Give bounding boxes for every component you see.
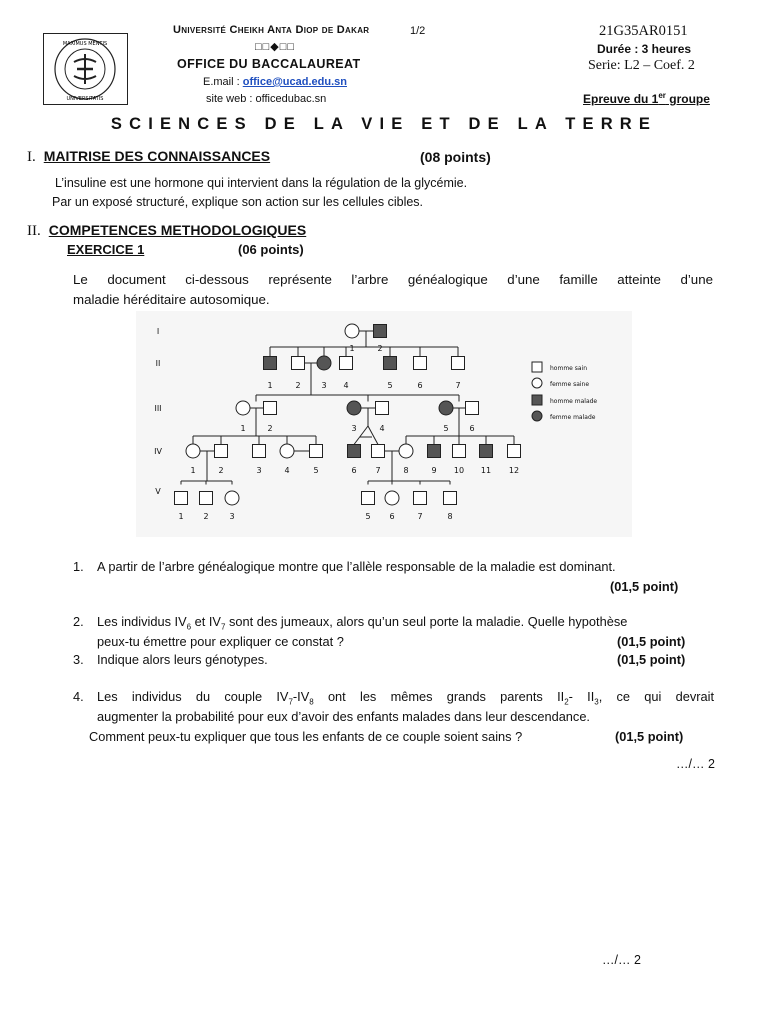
q2-part-a: Les individus IV (97, 614, 187, 629)
gen4-individual-3 (253, 445, 266, 458)
gen4-label-5: 5 (313, 466, 319, 475)
gen5-label-2: 2 (203, 512, 209, 521)
q4-sub-1: 7 (288, 697, 293, 707)
gen5-individual-2 (200, 492, 213, 505)
gen5-individual-6 (414, 492, 427, 505)
page-title: SCIENCES DE LA VIE ET DE LA TERRE (110, 115, 658, 133)
gen4-label-9: 9 (431, 466, 437, 475)
email-link[interactable]: office@ucad.edu.sn (242, 76, 347, 88)
section-2-heading (27, 222, 306, 240)
pedigree-svg (136, 311, 632, 537)
gen3-individual-6 (466, 402, 479, 415)
gen4-individual-5 (310, 445, 323, 458)
question-4-line-3: Comment peux-tu expliquer que tous les enfants de ce couple soient sains ? (89, 729, 523, 744)
section-1-heading (27, 148, 270, 166)
question-4-points: (01,5 point) (615, 729, 684, 744)
gen1-label-1: 1 (349, 344, 355, 353)
q2-sub-1: 6 (186, 622, 192, 632)
q4-sub-2: 8 (309, 697, 314, 707)
gen4-label-1: 1 (190, 466, 196, 475)
gen4-individual-4 (280, 444, 294, 458)
section-1-line-2: Par un exposé structuré, explique son action sur les cellules cibles. (52, 195, 424, 209)
gen5-label-4: 5 (365, 512, 371, 521)
gen2-individual-3 (317, 356, 331, 370)
gen2-individual-6 (414, 357, 427, 370)
q4-part-c: ont les mêmes grands parents II (313, 689, 565, 704)
q4-sub-4: 3 (594, 697, 599, 707)
generation-label-II: II (155, 359, 161, 368)
gen2-label-1: 1 (267, 381, 273, 390)
gen4-label-2: 2 (218, 466, 224, 475)
q4-part-e: , ce qui devrait (598, 689, 715, 704)
gen4-label-3: 3 (256, 466, 262, 475)
gen2-individual-2 (292, 357, 305, 370)
legend-label-3: homme malade (550, 398, 598, 405)
gen3-label-4: 4 (379, 424, 385, 433)
q4-part-d: - II (568, 689, 595, 704)
q2-part-c: sont des jumeaux, alors qu’un seul porte la maladie. Quelle hypothèse (225, 614, 628, 629)
question-1-points: (01,5 point) (610, 579, 679, 594)
gen3-individual-3 (347, 401, 361, 415)
exercise-intro-line-1: Le document ci-dessous représente l’arbre généalogique d’une famille atteinte d’une (73, 272, 713, 287)
question-2-line-2: peux-tu émettre pour expliquer ce constat ? (97, 634, 344, 649)
gen1-label-2: 2 (377, 344, 383, 353)
q4-part-b: -IV (292, 689, 310, 704)
q4-part-a: Les individus du couple IV (97, 689, 289, 704)
legend-label-4: femme malade (550, 414, 596, 421)
gen1-individual-1 (345, 324, 359, 338)
gen4-individual-11 (480, 445, 493, 458)
gen5-individual-7 (444, 492, 457, 505)
question-1-text: A partir de l’arbre généalogique montre que l’allèle responsable de la maladie est dominant. (97, 559, 616, 574)
question-1-number: 1. (73, 559, 84, 574)
office-name: OFFICE DU BACCALAUREAT (177, 57, 361, 71)
svg-text:UNIVERSITATIS: UNIVERSITATIS (66, 96, 104, 102)
gen4-individual-10 (453, 445, 466, 458)
section-1-title: MAITRISE DES CONNAISSANCES (43, 148, 271, 164)
question-4-line-2: augmenter la probabilité pour eux d’avoir des enfants malades dans leur descendance. (97, 709, 590, 724)
gen3-individual-5 (439, 401, 453, 415)
gen4-individual-12 (508, 445, 521, 458)
gen4-individual-1 (186, 444, 200, 458)
gen2-label-2: 2 (295, 381, 301, 390)
gen5-individual-4 (362, 492, 375, 505)
legend-symbol-2 (532, 378, 542, 388)
section-2-number: II. (27, 223, 41, 239)
exam-group (583, 91, 710, 106)
legend-symbol-4 (532, 411, 542, 421)
gen3-label-1: 1 (240, 424, 246, 433)
exercise-1-label (67, 242, 144, 257)
legend-symbol-1 (532, 362, 542, 372)
gen2-label-7: 7 (455, 381, 461, 390)
gen3-label-2: 2 (267, 424, 273, 433)
gen3-individual-4 (376, 402, 389, 415)
exercise-1-title: EXERCICE 1 (67, 242, 145, 257)
section-1-number: I. (27, 149, 36, 165)
gen5-individual-3 (225, 491, 239, 505)
gen2-label-4: 4 (343, 381, 349, 390)
exercise-intro-line-2: maladie héréditaire autosomique. (73, 292, 270, 307)
gen4-individual-6 (348, 445, 361, 458)
question-3-number: 3. (73, 652, 84, 667)
generation-label-III: III (154, 404, 162, 413)
section-2-title: COMPETENCES METHODOLOGIQUES (48, 222, 307, 238)
legend-label-1: homme sain (550, 365, 588, 372)
pedigree-chart (136, 311, 632, 537)
section-1-points: (08 points) (420, 149, 491, 165)
svg-text:MAXIMUS MENTIS: MAXIMUS MENTIS (62, 41, 108, 47)
section-1-line-1: L’insuline est une hormone qui intervient dans la régulation de la glycémie. (55, 176, 468, 190)
header-ornament: □□◆□□ (255, 41, 296, 53)
legend-symbol-3 (532, 395, 542, 405)
gen3-label-3: 3 (351, 424, 357, 433)
website-line: site web : officedubac.sn (206, 93, 327, 105)
generation-label-V: V (155, 487, 161, 496)
exam-duration: Durée : 3 heures (597, 42, 692, 56)
gen4-individual-9 (428, 445, 441, 458)
page-footer-continuation: …/… 2 (602, 953, 641, 967)
ucad-seal-logo (43, 33, 128, 105)
gen3-label-5: 5 (443, 424, 449, 433)
gen4-label-12: 12 (508, 466, 520, 475)
question-2-points: (01,5 point) (617, 634, 686, 649)
gen4-label-10: 10 (453, 466, 465, 475)
legend-label-2: femme saine (550, 381, 590, 388)
gen4-label-6: 6 (351, 466, 357, 475)
gen2-individual-4 (340, 357, 353, 370)
gen3-individual-2 (264, 402, 277, 415)
email-line (203, 76, 347, 88)
gen2-label-3: 3 (321, 381, 327, 390)
gen4-label-7: 7 (375, 466, 381, 475)
question-3-points: (01,5 point) (617, 652, 686, 667)
gen3-individual-1 (236, 401, 250, 415)
exercise-1-points: (06 points) (238, 242, 304, 257)
q2-sub-2: 7 (220, 622, 226, 632)
q2-part-b: et IV (191, 614, 221, 629)
gen5-label-7: 8 (447, 512, 453, 521)
gen2-label-5: 5 (387, 381, 393, 390)
question-2-line-1 (97, 614, 627, 632)
generation-label-IV: IV (154, 447, 162, 456)
gen2-label-6: 6 (417, 381, 423, 390)
gen5-label-3: 3 (229, 512, 235, 521)
question-2-number: 2. (73, 614, 84, 629)
university-name: Université Cheikh Anta Diop de Dakar (173, 24, 370, 36)
gen4-individual-8 (399, 444, 413, 458)
gen5-label-1: 1 (178, 512, 184, 521)
exam-code: 21G35AR0151 (599, 23, 688, 39)
gen5-label-5: 6 (389, 512, 395, 521)
gen4-individual-2 (215, 445, 228, 458)
exam-group-suffix: groupe (665, 92, 710, 106)
exam-group-prefix: Epreuve du 1 (583, 92, 659, 106)
gen2-individual-1 (264, 357, 277, 370)
gen4-individual-7 (372, 445, 385, 458)
page-indicator: 1/2 (410, 25, 426, 37)
gen4-label-11: 11 (480, 466, 492, 475)
exam-group-sup: er (658, 91, 666, 100)
gen4-label-4: 4 (284, 466, 290, 475)
gen5-individual-1 (175, 492, 188, 505)
continuation-marker: …/… 2 (676, 757, 715, 771)
question-4-line-1 (97, 689, 714, 707)
generation-label-I: I (156, 327, 160, 336)
question-3-text: Indique alors leurs génotypes. (97, 652, 268, 667)
exam-series: Serie: L2 – Coef. 2 (588, 58, 695, 73)
gen3-label-6: 6 (469, 424, 475, 433)
question-4-number: 4. (73, 689, 84, 704)
q4-sub-3: 2 (564, 697, 569, 707)
gen1-individual-2 (374, 325, 387, 338)
gen2-individual-5 (384, 357, 397, 370)
email-label: E.mail : (203, 76, 243, 88)
gen2-individual-7 (452, 357, 465, 370)
gen5-label-6: 7 (417, 512, 423, 521)
gen4-label-8: 8 (403, 466, 409, 475)
gen5-individual-5 (385, 491, 399, 505)
